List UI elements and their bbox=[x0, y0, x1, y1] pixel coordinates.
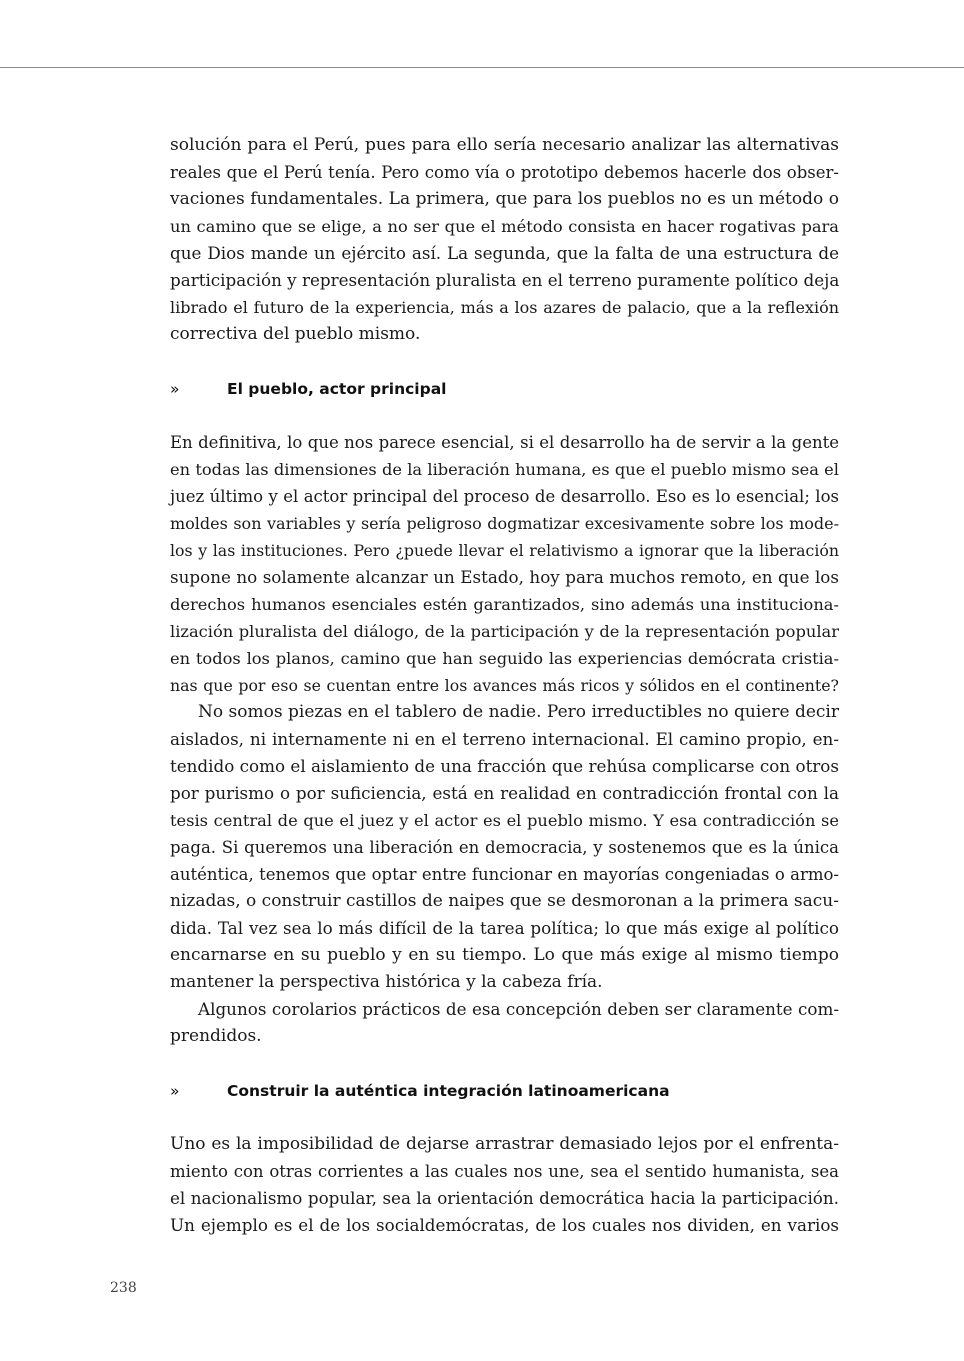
section-heading bbox=[170, 375, 839, 402]
text-line: participación y representación pluralista en el terreno puramente político deja bbox=[170, 270, 840, 290]
section-title: El pueblo, actor principal bbox=[227, 379, 447, 398]
text-line: supone no solamente alcanzar un Estado, hoy para muchos remoto, en que los bbox=[170, 567, 839, 587]
text-line: los y las instituciones. Pero ¿puede llevar el relativismo a ignorar que la liberación bbox=[170, 541, 839, 560]
text-line: juez último y el actor principal del proceso de desarrollo. Eso es lo esencial; los bbox=[170, 487, 839, 506]
text-line: Uno es la imposibilidad de dejarse arrastrar demasiado lejos por el enfrenta- bbox=[170, 1134, 839, 1154]
text-line: prendidos. bbox=[170, 1026, 262, 1046]
text-line: En definitiva, lo que nos parece esencial, si el desarrollo ha de servir a la gente bbox=[170, 433, 839, 452]
text-line: auténtica, tenemos que optar entre funcionar en mayorías congeniadas o armo- bbox=[170, 865, 839, 884]
paragraph bbox=[170, 429, 839, 699]
page-number: 238 bbox=[110, 1280, 137, 1296]
text-line: moldes son variables y sería peligroso dogmatizar excesivamente sobre los mode- bbox=[170, 514, 839, 533]
text-line: derechos humanos esenciales estén garantizados, sino además una instituciona- bbox=[170, 595, 839, 614]
section-heading bbox=[170, 1077, 839, 1104]
text-line: lización pluralista del diálogo, de la participación y de la representación popular bbox=[170, 622, 839, 641]
text-line: solución para el Perú, pues para ello sería necesario analizar las alternativas bbox=[170, 135, 839, 155]
text-line: el nacionalismo popular, sea la orientación democrática hacia la participación. bbox=[170, 1188, 839, 1208]
spacer bbox=[170, 1104, 839, 1131]
text-line: dida. Tal vez sea lo más difícil de la tarea política; lo que más exige al político bbox=[170, 918, 839, 938]
spacer bbox=[170, 402, 839, 429]
paragraph bbox=[170, 699, 839, 996]
section-title: Construir la auténtica integración latinoamericana bbox=[227, 1081, 670, 1100]
text-line: mantener la perspectiva histórica y la cabeza fría. bbox=[170, 972, 603, 992]
text-line: No somos piezas en el tablero de nadie. Pero irreductibles no quiere decir bbox=[198, 702, 839, 722]
text-line: en todos los planos, camino que han seguido las experiencias demócrata cristia- bbox=[170, 649, 839, 668]
text-line: tendido como el aislamiento de una fracción que rehúsa complicarse con otros bbox=[170, 756, 839, 776]
text-line: vaciones fundamentales. La primera, que para los pueblos no es un método o bbox=[170, 189, 839, 209]
text-line: nizadas, o construir castillos de naipes que se desmoronan a la primera sacu- bbox=[170, 891, 839, 911]
section-marker: » bbox=[170, 1081, 180, 1100]
paragraph bbox=[170, 1131, 839, 1239]
text-line: aislados, ni internamente ni en el terreno internacional. El camino propio, en- bbox=[170, 729, 839, 749]
text-line: librado el futuro de la experiencia, más a los azares de palacio, que a la reflexión bbox=[170, 298, 839, 317]
paragraph bbox=[170, 132, 839, 348]
spacer bbox=[170, 1050, 839, 1077]
text-line: paga. Si queremos una liberación en democracia, y sostenemos que es la única bbox=[170, 838, 839, 857]
text-line: correctiva del pueblo mismo. bbox=[170, 324, 421, 344]
text-line: en todas las dimensiones de la liberación humana, es que el pueblo mismo sea el bbox=[170, 460, 839, 479]
spacer bbox=[170, 348, 839, 375]
text-line: reales que el Perú tenía. Pero como vía o prototipo debemos hacerle dos obser- bbox=[170, 163, 839, 182]
text-line: tesis central de que el juez y el actor es el pueblo mismo. Y esa contradicción se bbox=[170, 811, 839, 830]
text-line: un camino que se elige, a no ser que el método consista en hacer rogativas para bbox=[170, 217, 839, 236]
page-body bbox=[170, 132, 839, 1239]
text-line: Algunos corolarios prácticos de esa concepción deben ser claramente com- bbox=[198, 999, 839, 1019]
text-line: por purismo o por suficiencia, está en realidad en contradicción frontal con la bbox=[170, 783, 839, 803]
text-line: que Dios mande un ejército así. La segunda, que la falta de una estructura de bbox=[170, 243, 839, 263]
header-rule bbox=[0, 67, 964, 68]
text-line: miento con otras corrientes a las cuales nos une, sea el sentido humanista, sea bbox=[170, 1162, 839, 1181]
text-line: Un ejemplo es el de los socialdemócratas, de los cuales nos dividen, en varios bbox=[170, 1215, 839, 1235]
text-line: encarnarse en su pueblo y en su tiempo. Lo que más exige al mismo tiempo bbox=[170, 945, 839, 965]
section-marker: » bbox=[170, 379, 180, 398]
paragraph bbox=[170, 996, 839, 1050]
text-line: nas que por eso se cuentan entre los avances más ricos y sólidos en el continente? bbox=[170, 676, 839, 695]
